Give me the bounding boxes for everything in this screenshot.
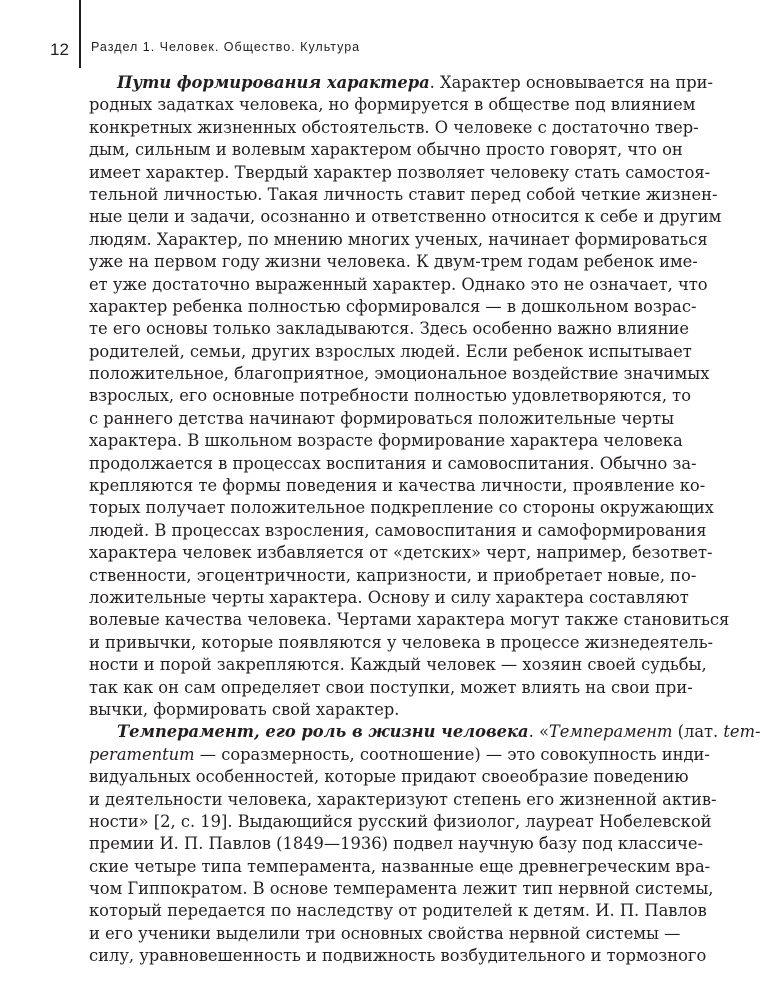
text-line [89,900,707,922]
text-span: чом Гиппократом. В основе темперамента лежит тип нервной системы, [89,879,714,899]
text-line [89,744,710,766]
text-span: взрослых, его основные потребности полностью удовлетворяются, то [89,386,691,406]
text-span: родителей, семьи, других взрослых людей. Если ребенок испытывает [89,341,692,361]
text-line [89,677,693,699]
text-line [89,632,714,654]
text-line [89,654,707,676]
text-span: продолжается в процессах воспитания и самовоспитания. Обычно за- [89,453,697,473]
text-line [89,475,706,497]
text-span: ности» [2, с. 19]. Выдающийся русский физиолог, лауреат Нобелевской [89,811,712,831]
text-span: который передается по наследству от родителей к детям. И. П. Павлов [89,901,707,921]
text-line [89,296,697,318]
text-span: положительное, благоприятное, эмоциональное воздействие значимых [89,364,710,384]
text-line [89,945,707,967]
text-line [89,206,722,228]
text-span: торых получает положительное подкрепление со стороны окружающих [89,498,714,518]
emphasis-span: Темперамент, его роль в жизни человека [117,722,529,742]
text-line [89,453,697,475]
paragraph [89,721,761,967]
text-span: ложительные черты характера. Основу и силу характера составляют [89,587,689,607]
page-number-box [50,36,74,64]
text-span: ские четыре типа темперамента, названные еще древнегреческим вра- [89,856,711,876]
text-span: характер ребенка полностью сформировался — в дошкольном возрас- [89,296,697,316]
emphasis-span: tem- [723,722,761,742]
section-title: Раздел 1. Человек. Общество. Культура [91,40,361,54]
text-line [89,565,697,587]
text-line [89,408,675,430]
emphasis-span: Темперамент [548,722,673,742]
text-span: тельной личностью. Такая личность ставит перед собой четкие жизнен- [89,184,718,204]
text-span: ет уже достаточно выраженный характер. Однако это не означает, что [89,274,708,294]
text-span: с раннего детства начинают формироваться положительные черты [89,408,675,428]
text-line [89,542,713,564]
text-span: — соразмерность, соотношение) — это совокупность инди- [194,744,710,764]
text-line [89,587,689,609]
text-span: и его ученики выделили три основных свойства нервной системы — [89,923,681,943]
text-line [89,520,707,542]
text-line [89,94,696,116]
text-line [89,430,683,452]
text-line [89,766,689,788]
text-span: премии И. П. Павлов (1849—1936) подвел научную базу под классиче- [89,834,704,854]
emphasis-span: Пути формирования характера [117,73,430,92]
text-span: так как он сам определяет свои поступки, может влиять на свои при- [89,677,693,697]
text-span: и деятельности человека, характеризуют степень его жизненной актив- [89,789,717,809]
text-line [89,811,712,833]
text-span: уже на первом году жизни человека. К двум-трем годам ребенок име- [89,252,698,272]
text-line [89,341,692,363]
text-span: ственности, эгоцентричности, капризности, и приобретает новые, по- [89,565,697,585]
text-line [89,609,730,631]
text-span: те его основы только закладываются. Здесь особенно важно влияние [89,319,690,339]
text-line [89,721,761,743]
text-span: и привычки, которые появляются у человека в процессе жизнедеятель- [89,632,714,652]
text-line [89,162,711,184]
page-number: 12 [50,40,69,59]
text-span: конкретных жизненных обстоятельств. О человеке с достаточно твер- [89,117,699,137]
text-line [89,251,698,273]
text-span: дым, сильным и волевым характером обычно просто говорят, что он [89,140,683,160]
body-text [89,72,761,968]
text-line [89,856,711,878]
text-span: (лат. [672,722,724,742]
text-line [89,497,714,519]
text-span: силу, уравновешенность и подвижность возбудительного и тормозного [89,946,707,966]
paragraph [89,72,730,721]
text-span: ные цели и задачи, осознанно и ответственно относится к себе и другим [89,207,722,227]
text-line [89,699,629,721]
text-line [89,833,704,855]
text-span: . « [528,722,549,742]
header-vertical-rule [79,0,81,68]
text-span: родных задатках человека, но формируется в обществе под влиянием [89,95,696,115]
emphasis-span: peramentum [89,744,195,764]
text-line [89,184,718,206]
text-line [89,923,681,945]
text-span: волевые качества человека. Чертами характера могут также становиться [89,610,730,630]
text-span: характера человек избавляется от «детских» черт, например, безответ- [89,543,713,563]
text-line [89,274,708,296]
text-span: людям. Характер, по мнению многих ученых, начинает формироваться [89,229,708,249]
text-line [89,117,699,139]
text-line [89,363,710,385]
text-span: характера. В школьном возрасте формирование характера человека [89,431,683,451]
text-line [89,789,717,811]
text-line [89,878,714,900]
text-span: имеет характер. Твердый характер позволяет человеку стать самостоя- [89,162,711,182]
text-line [89,385,691,407]
text-line [89,318,690,340]
text-span: вычки, формировать свой характер. [89,699,400,719]
text-span: ности и порой закрепляются. Каждый человек — хозяин своей судьбы, [89,655,707,675]
text-span: видуальных особенностей, которые придают своеобразие поведению [89,767,689,787]
text-line [89,72,713,94]
text-line [89,229,708,251]
text-span: людей. В процессах взросления, самовоспитания и самоформирования [89,520,707,540]
text-span: крепляются те формы поведения и качества личности, проявление ко- [89,476,706,496]
text-span: . Характер основывается на при- [429,73,713,92]
text-line [89,139,683,161]
